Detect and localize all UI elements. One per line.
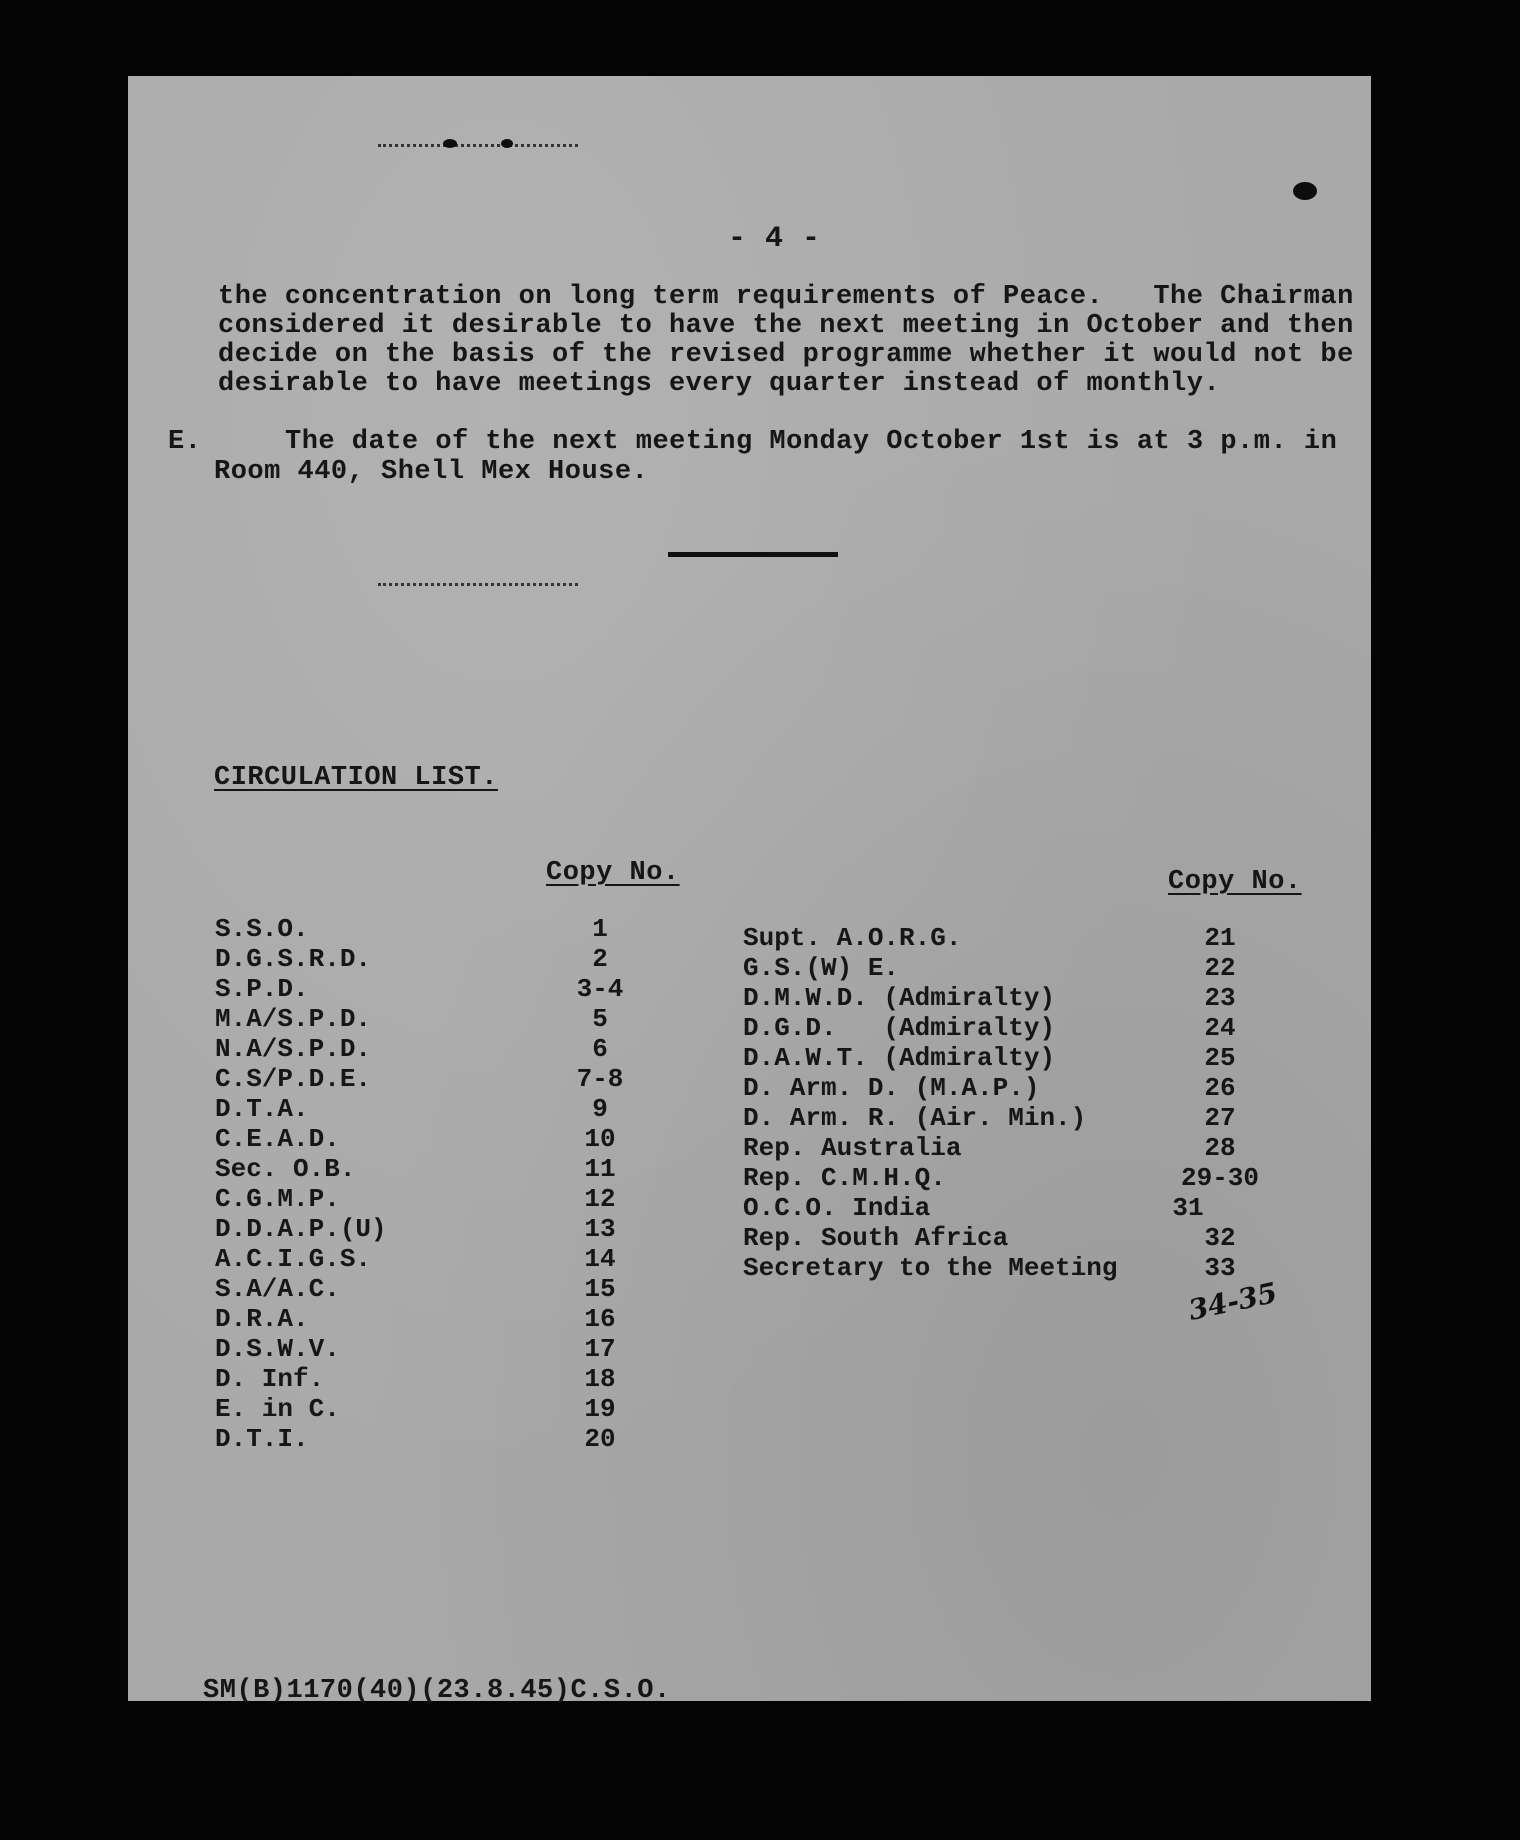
recipient-name: D.A.W.T. (Admiralty) xyxy=(743,1043,1056,1073)
copy-number: 22 xyxy=(1204,953,1236,983)
dotted-line xyxy=(378,583,578,589)
paragraph-line: decide on the basis of the revised programme whether it would not be xyxy=(218,340,1354,370)
recipient-name: D.T.A. xyxy=(215,1094,309,1124)
recipient-name: O.C.O. India xyxy=(743,1193,931,1223)
ink-blot xyxy=(501,139,513,148)
recipient-name: C.E.A.D. xyxy=(215,1124,340,1154)
recipient-name: D.T.I. xyxy=(215,1424,309,1454)
copy-number: 13 xyxy=(584,1214,616,1244)
copy-number: 19 xyxy=(584,1394,616,1424)
recipient-name: D.M.W.D. (Admiralty) xyxy=(743,983,1056,1013)
recipient-name: D.G.S.R.D. xyxy=(215,944,372,974)
copy-number: 26 xyxy=(1204,1073,1236,1103)
handwritten-annotation: 34-35 xyxy=(1185,1276,1281,1327)
copy-number: 5 xyxy=(592,1004,608,1034)
copy-number: 14 xyxy=(584,1244,616,1274)
copy-number: 24 xyxy=(1204,1013,1236,1043)
recipient-name: D. Inf. xyxy=(215,1364,325,1394)
ink-blot xyxy=(443,139,457,148)
copy-number: 11 xyxy=(584,1154,616,1184)
item-e-line: The date of the next meeting Monday October 1st is at 3 p.m. in xyxy=(285,427,1338,457)
copy-number: 20 xyxy=(584,1424,616,1454)
dotted-line-top xyxy=(378,144,578,150)
recipient-name: Supt. A.O.R.G. xyxy=(743,923,962,953)
circulation-heading: CIRCULATION LIST. xyxy=(214,763,498,793)
copy-number: 25 xyxy=(1204,1043,1236,1073)
copy-number: 28 xyxy=(1204,1133,1236,1163)
copy-number: 17 xyxy=(584,1334,616,1364)
copy-number: 10 xyxy=(584,1124,616,1154)
recipient-name: N.A/S.P.D. xyxy=(215,1034,372,1064)
paragraph-line: the concentration on long term requirements of Peace. The Chairman xyxy=(218,282,1354,312)
copy-number: 31 xyxy=(1172,1193,1204,1223)
copy-number: 1 xyxy=(592,914,608,944)
copy-number: 9 xyxy=(592,1094,608,1124)
page-number: - 4 - xyxy=(728,222,821,256)
recipient-name: D.R.A. xyxy=(215,1304,309,1334)
recipient-name: Rep. C.M.H.Q. xyxy=(743,1163,946,1193)
copy-number: 7-8 xyxy=(576,1064,624,1094)
document-page xyxy=(128,76,1371,1706)
recipient-name: S.S.O. xyxy=(215,914,309,944)
copy-number: 2 xyxy=(592,944,608,974)
document-reference: SM(B)1170(40)(23.8.45)C.S.O. xyxy=(203,1676,671,1706)
item-e-line: Room 440, Shell Mex House. xyxy=(214,457,649,487)
recipient-name: Rep. Australia xyxy=(743,1133,962,1163)
recipient-name: D. Arm. D. (M.A.P.) xyxy=(743,1073,1040,1103)
recipient-name: C.G.M.P. xyxy=(215,1184,340,1214)
recipient-name: M.A/S.P.D. xyxy=(215,1004,372,1034)
copy-no-heading-right: Copy No. xyxy=(1168,867,1302,897)
recipient-name: S.P.D. xyxy=(215,974,309,1004)
paragraph-line: considered it desirable to have the next meeting in October and then xyxy=(218,311,1354,341)
copy-number: 29-30 xyxy=(1180,1163,1259,1193)
section-divider xyxy=(668,552,838,557)
copy-number: 32 xyxy=(1204,1223,1236,1253)
copy-number: 15 xyxy=(584,1274,616,1304)
copy-no-heading-left: Copy No. xyxy=(546,858,680,888)
recipient-name: Secretary to the Meeting xyxy=(743,1253,1118,1283)
recipient-name: D.G.D. (Admiralty) xyxy=(743,1013,1056,1043)
copy-number: 6 xyxy=(592,1034,608,1064)
recipient-name: D.S.W.V. xyxy=(215,1334,340,1364)
recipient-name: S.A/A.C. xyxy=(215,1274,340,1304)
copy-number: 21 xyxy=(1204,923,1236,953)
copy-number: 33 xyxy=(1204,1253,1236,1283)
ink-blot xyxy=(1293,182,1317,200)
recipient-name: D. Arm. R. (Air. Min.) xyxy=(743,1103,1087,1133)
copy-number: 16 xyxy=(584,1304,616,1334)
recipient-name: C.S/P.D.E. xyxy=(215,1064,372,1094)
copy-number: 18 xyxy=(584,1364,616,1394)
copy-number: 27 xyxy=(1204,1103,1236,1133)
copy-number: 23 xyxy=(1204,983,1236,1013)
recipient-name: Sec. O.B. xyxy=(215,1154,356,1184)
item-e-label: E. xyxy=(168,427,202,457)
recipient-name: G.S.(W) E. xyxy=(743,953,900,983)
paragraph-line: desirable to have meetings every quarter instead of monthly. xyxy=(218,369,1221,399)
copy-number: 12 xyxy=(584,1184,616,1214)
recipient-name: E. in C. xyxy=(215,1394,340,1424)
copy-number: 3-4 xyxy=(576,974,624,1004)
recipient-name: D.D.A.P.(U) xyxy=(215,1214,387,1244)
recipient-name: Rep. South Africa xyxy=(743,1223,1009,1253)
recipient-name: A.C.I.G.S. xyxy=(215,1244,372,1274)
